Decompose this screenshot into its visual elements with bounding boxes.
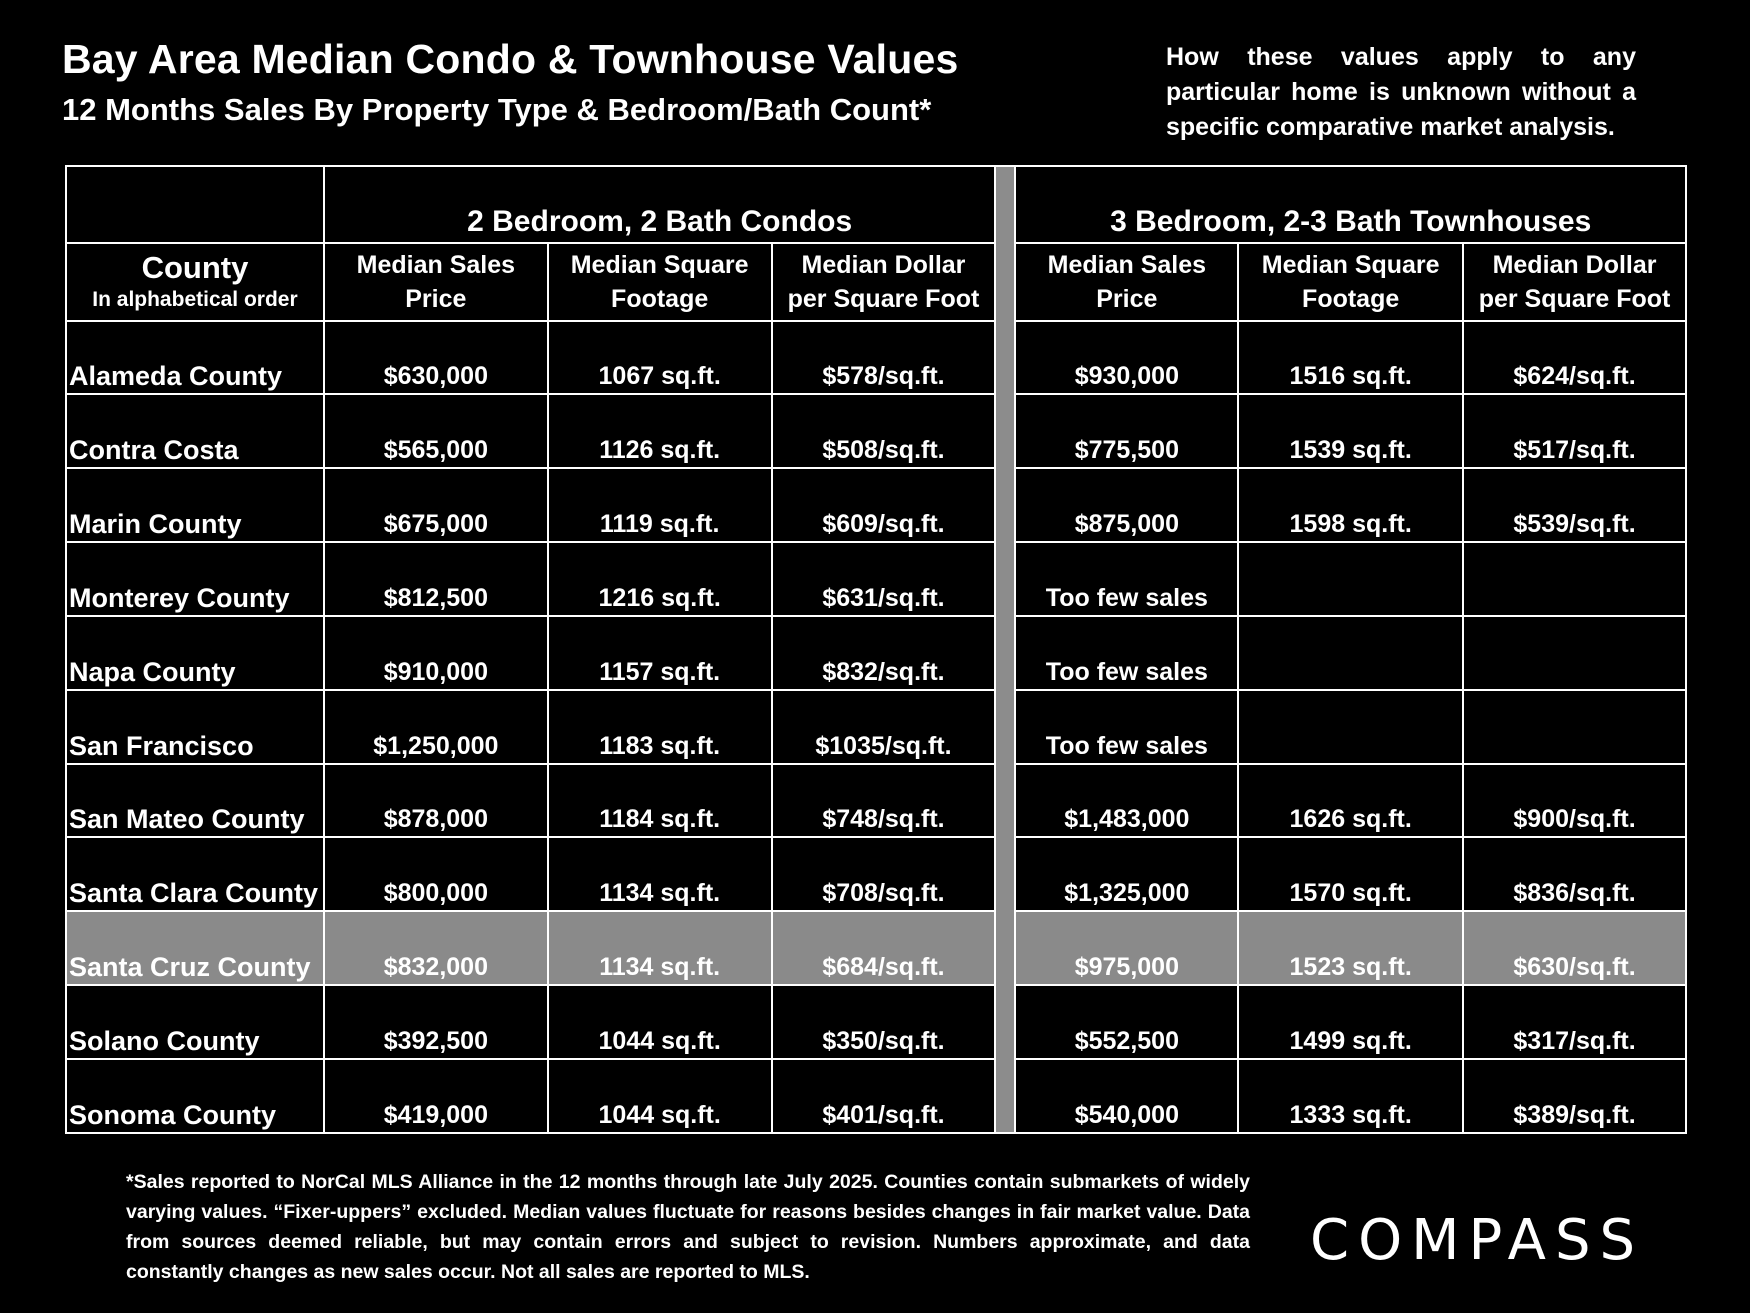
town-ppsf-cell: $389/sq.ft.	[1463, 1059, 1686, 1133]
town-ppsf-cell	[1463, 616, 1686, 690]
county-cell: Marin County	[66, 468, 324, 542]
county-cell: Napa County	[66, 616, 324, 690]
town-sqft-cell: 1333 sq.ft.	[1238, 1059, 1463, 1133]
header-line: Price	[1096, 284, 1158, 313]
condo-sqft-cell: 1183 sq.ft.	[548, 690, 772, 764]
condo-price-cell: $812,500	[324, 542, 548, 616]
town-ppsf-cell: $624/sq.ft.	[1463, 321, 1686, 395]
town-ppsf-cell: $539/sq.ft.	[1463, 468, 1686, 542]
county-header-sublabel: In alphabetical order	[92, 287, 298, 311]
condo-sqft-cell: 1134 sq.ft.	[548, 837, 772, 911]
condo-ppsf-header	[772, 243, 996, 320]
condo-ppsf-cell: $1035/sq.ft.	[772, 690, 996, 764]
condo-ppsf-cell: $508/sq.ft.	[772, 394, 996, 468]
town-ppsf-cell: $630/sq.ft.	[1463, 911, 1686, 985]
values-table	[65, 165, 1687, 1134]
county-header-label: County	[141, 249, 249, 285]
condo-ppsf-cell: $401/sq.ft.	[772, 1059, 996, 1133]
town-price-cell: $1,483,000	[1015, 764, 1238, 838]
town-price-cell: $540,000	[1015, 1059, 1238, 1133]
column-separator	[995, 166, 1015, 1133]
county-column-header	[66, 243, 324, 320]
town-price-cell: Too few sales	[1015, 542, 1238, 616]
condo-ppsf-cell: $684/sq.ft.	[772, 911, 996, 985]
county-cell: Monterey County	[66, 542, 324, 616]
county-cell: Santa Clara County	[66, 837, 324, 911]
town-sqft-cell: 1523 sq.ft.	[1238, 911, 1463, 985]
table-row	[66, 911, 1686, 985]
town-sqft-cell: 1516 sq.ft.	[1238, 321, 1463, 395]
group-header-townhouses: 3 Bedroom, 2-3 Bath Townhouses	[1015, 166, 1686, 243]
condo-ppsf-cell: $350/sq.ft.	[772, 985, 996, 1059]
condo-sqft-cell: 1126 sq.ft.	[548, 394, 772, 468]
header-line: Median Dollar	[801, 250, 966, 279]
empty-corner-cell	[66, 166, 324, 243]
page-title: Bay Area Median Condo & Townhouse Values	[62, 36, 959, 82]
condo-sqft-header	[548, 243, 772, 320]
condo-price-header	[324, 243, 548, 320]
column-header-row	[66, 243, 1686, 320]
table-row	[66, 468, 1686, 542]
county-cell: Contra Costa	[66, 394, 324, 468]
town-sqft-cell: 1570 sq.ft.	[1238, 837, 1463, 911]
condo-ppsf-cell: $578/sq.ft.	[772, 321, 996, 395]
table-row	[66, 985, 1686, 1059]
page-subtitle: 12 Months Sales By Property Type & Bedroom/Bath Count*	[62, 92, 932, 127]
header-line: Median Sales	[1047, 250, 1207, 279]
header-line: Median Sales	[356, 250, 516, 279]
footnote: *Sales reported to NorCal MLS Alliance in the 12 months through late July 2025. Counties contain submarkets of widely varying values. “Fixer-uppers” excluded. Median values fluctuate for reasons besides changes in fair market value. Data from sources deemed reliable, but may contain errors and subject to revision. Numbers approximate, and data constantly changes as new sales occur. Not all sales are reported to MLS.	[126, 1171, 1250, 1283]
condo-price-cell: $565,000	[324, 394, 548, 468]
condo-sqft-cell: 1134 sq.ft.	[548, 911, 772, 985]
town-ppsf-cell: $900/sq.ft.	[1463, 764, 1686, 838]
header-line: per Square Foot	[1478, 284, 1671, 313]
town-sqft-header	[1238, 243, 1463, 320]
town-sqft-cell: 1598 sq.ft.	[1238, 468, 1463, 542]
county-cell: Solano County	[66, 985, 324, 1059]
town-sqft-cell: 1539 sq.ft.	[1238, 394, 1463, 468]
town-price-cell: Too few sales	[1015, 616, 1238, 690]
town-sqft-cell: 1626 sq.ft.	[1238, 764, 1463, 838]
town-ppsf-cell: $836/sq.ft.	[1463, 837, 1686, 911]
condo-ppsf-cell: $609/sq.ft.	[772, 468, 996, 542]
county-cell: San Francisco	[66, 690, 324, 764]
town-ppsf-header	[1463, 243, 1686, 320]
town-ppsf-cell: $317/sq.ft.	[1463, 985, 1686, 1059]
table-row	[66, 837, 1686, 911]
condo-sqft-cell: 1184 sq.ft.	[548, 764, 772, 838]
header-line: Median Square	[570, 250, 749, 279]
table-row	[66, 690, 1686, 764]
header-line: Footage	[1302, 284, 1400, 313]
condo-ppsf-cell: $631/sq.ft.	[772, 542, 996, 616]
town-price-header	[1015, 243, 1238, 320]
condo-sqft-cell: 1157 sq.ft.	[548, 616, 772, 690]
disclaimer-note: How these values apply to any particular home is unknown without a specific comparative market analysis.	[1166, 43, 1636, 141]
table-row	[66, 394, 1686, 468]
condo-sqft-cell: 1067 sq.ft.	[548, 321, 772, 395]
town-sqft-cell	[1238, 690, 1463, 764]
condo-price-cell: $878,000	[324, 764, 548, 838]
town-sqft-cell	[1238, 616, 1463, 690]
header-line: Price	[405, 284, 467, 313]
table-row	[66, 1059, 1686, 1133]
condo-price-cell: $630,000	[324, 321, 548, 395]
compass-logo: COMPASS	[1310, 1208, 1645, 1273]
header-line: Median Square	[1261, 250, 1440, 279]
group-header-condos: 2 Bedroom, 2 Bath Condos	[324, 166, 995, 243]
condo-sqft-cell: 1216 sq.ft.	[548, 542, 772, 616]
condo-price-cell: $419,000	[324, 1059, 548, 1133]
town-sqft-cell: 1499 sq.ft.	[1238, 985, 1463, 1059]
condo-ppsf-cell: $832/sq.ft.	[772, 616, 996, 690]
town-price-cell: $552,500	[1015, 985, 1238, 1059]
condo-price-cell: $910,000	[324, 616, 548, 690]
header-line: per Square Foot	[787, 284, 980, 313]
town-price-cell: $1,325,000	[1015, 837, 1238, 911]
table-row	[66, 616, 1686, 690]
table-row	[66, 764, 1686, 838]
condo-price-cell: $675,000	[324, 468, 548, 542]
condo-price-cell: $1,250,000	[324, 690, 548, 764]
county-cell: Alameda County	[66, 321, 324, 395]
header-line: Footage	[611, 284, 709, 313]
condo-sqft-cell: 1044 sq.ft.	[548, 985, 772, 1059]
county-cell: San Mateo County	[66, 764, 324, 838]
county-cell: Santa Cruz County	[66, 911, 324, 985]
county-cell: Sonoma County	[66, 1059, 324, 1133]
condo-price-cell: $392,500	[324, 985, 548, 1059]
town-sqft-cell	[1238, 542, 1463, 616]
group-header-row	[66, 166, 1686, 243]
condo-price-cell: $800,000	[324, 837, 548, 911]
condo-ppsf-cell: $748/sq.ft.	[772, 764, 996, 838]
town-price-cell: $775,500	[1015, 394, 1238, 468]
town-ppsf-cell	[1463, 542, 1686, 616]
table-row	[66, 321, 1686, 395]
town-ppsf-cell	[1463, 690, 1686, 764]
town-price-cell: $975,000	[1015, 911, 1238, 985]
town-price-cell: Too few sales	[1015, 690, 1238, 764]
town-price-cell: $930,000	[1015, 321, 1238, 395]
condo-price-cell: $832,000	[324, 911, 548, 985]
condo-sqft-cell: 1119 sq.ft.	[548, 468, 772, 542]
table-row	[66, 542, 1686, 616]
header-line: Median Dollar	[1492, 250, 1657, 279]
condo-ppsf-cell: $708/sq.ft.	[772, 837, 996, 911]
town-price-cell: $875,000	[1015, 468, 1238, 542]
town-ppsf-cell: $517/sq.ft.	[1463, 394, 1686, 468]
condo-sqft-cell: 1044 sq.ft.	[548, 1059, 772, 1133]
